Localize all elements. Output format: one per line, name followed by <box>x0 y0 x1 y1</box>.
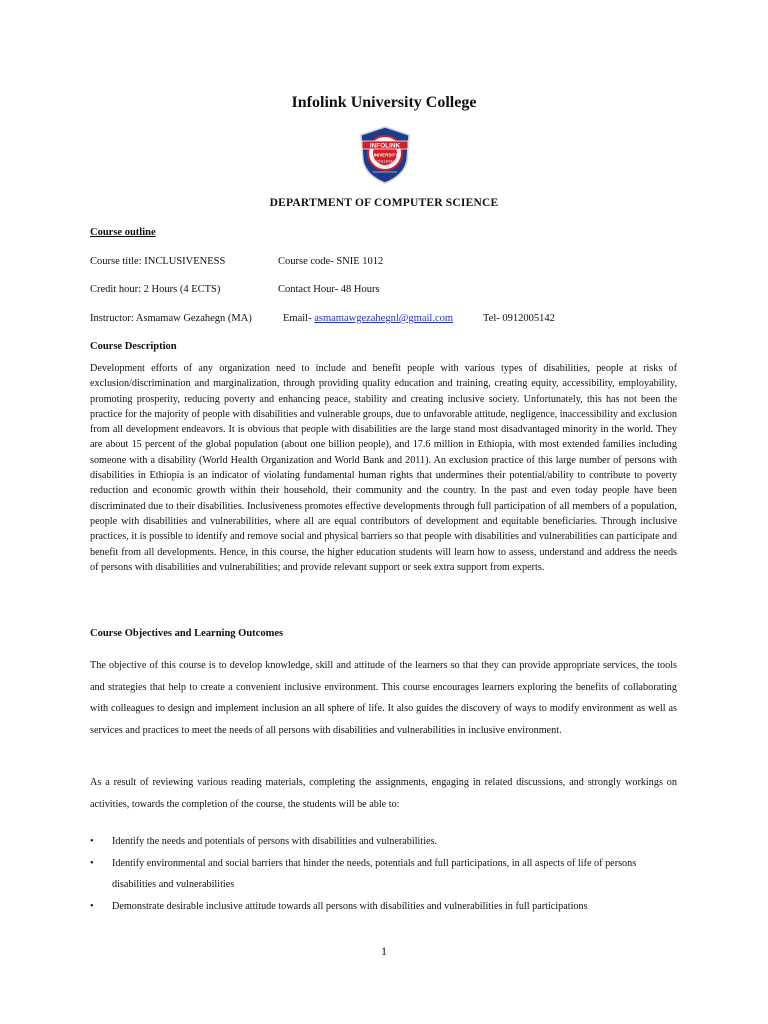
objectives-heading: Course Objectives and Learning Outcomes <box>90 628 284 639</box>
email-line <box>283 313 453 324</box>
instructor: Instructor: Asmamaw Gezahegn (MA) <box>90 313 252 324</box>
bullet-icon: • <box>90 900 94 912</box>
contact-hour: Contact Hour- 48 Hours <box>278 284 380 295</box>
objectives-paragraph: The objective of this course is to develop knowledge, skill and attitude of the learners so that they can provide appropriate services, the tools and strategies that help to create a convenient inclusive environment. This course encourages learners exploring the benefits of collaborating with colleagues to design and implement inclusion an all sphere of life. It also guides the discovery of ways to modify environment as well as services and practices to meet the needs of all persons with disabilities and vulnerabilities in inclusive environment. <box>90 660 677 736</box>
outcome-text: Identify environmental and social barriers that hinder the needs, potentials and full participations, in all aspects of life of persons disabilities and vulnerabilities <box>112 857 637 890</box>
page-number: 1 <box>381 944 387 958</box>
list-item <box>90 853 680 896</box>
bullet-icon: • <box>90 857 94 869</box>
phone: Tel- 0912005142 <box>483 313 555 324</box>
outcomes-intro: As a result of reviewing various reading materials, completing the assignments, engaging in related discussions, and strongly workings on activities, towards the completion of the course, the students will be able to: <box>90 777 677 810</box>
department-heading: DEPARTMENT OF COMPUTER SCIENCE <box>269 197 499 209</box>
outcome-text: Demonstrate desirable inclusive attitude towards all persons with disabilities and vulnerabilities in full participations <box>112 900 588 912</box>
college-logo <box>359 126 411 184</box>
college-title: Infolink University College <box>291 94 477 111</box>
course-code: Course code- SNIE 1012 <box>278 256 384 267</box>
bullet-icon: • <box>90 836 94 847</box>
course-description-heading: Course Description <box>90 341 177 352</box>
list-item <box>90 831 680 853</box>
course-outline-heading: Course outline <box>90 227 156 238</box>
credit-hour: Credit hour: 2 Hours (4 ECTS) <box>90 284 221 295</box>
course-title: Course title: INCLUSIVENESS <box>90 256 226 267</box>
logo-text-college: COLLEGE <box>376 159 394 164</box>
credit-hour-row <box>90 284 380 295</box>
course-title-row <box>90 256 384 267</box>
instructor-row <box>90 313 555 324</box>
outcomes-list <box>90 831 680 917</box>
list-item <box>90 896 680 918</box>
outcome-text: Identify the needs and potentials of persons with disabilities and vulnerabilities. <box>112 836 438 847</box>
logo-text-main: INFOLINK <box>369 142 401 150</box>
email-label: Email- <box>283 313 312 324</box>
logo-text-university: UNIVERSITY <box>371 152 399 158</box>
course-description-text: Development efforts of any organization need to include and benefit people with various types of disabilities, people at risks of exclusion/discrimination and marginalization, through providing quality education and training, creating equity, accessibility, employability, promoting prosperity, reducing poverty and enhancing peace, stability and creating inclusive society. Unfortunately, this has not been the practice for the majority of people with disabilities and vulnerable groups, due to unfavorable attitude, negligence, inaccessibility and exclusion from all development endeavors. It is obvious that people with disabilities are the large stand most disadvantaged minority in the world. They are about 15 percent of the global population (about one billion people), and 17.6 million in Ethiopia, with most extended families including someone with a disability (World Health Organization and World Bank and 2011). An exclusion practice of this large number of persons with disabilities in Ethiopia is an indicator of violating fundamental human rights that undermines their potential/ability to contribute to poverty reduction and economic growth within their household, their community and the country. In the past and even today people have been discriminated due to their disabilities. Inclusiveness promotes effective developments through full participation of all members of a population, people with disabilities and vulnerabilities, where all are equal contributors of development and equitable beneficiaries. Through inclusive practices, it is possible to identify and remove social and physical barriers so that people with disabilities and vulnerabilities can participate and benefit from all developments. Hence, in this course, the higher education students will learn how to assess, understand and address the needs of persons with disabilities and vulnerabilities; and provide relevant support or seek extra support from experts. <box>90 363 677 573</box>
email-link[interactable]: asmamawgezahegnl@gmail.com <box>314 313 454 324</box>
